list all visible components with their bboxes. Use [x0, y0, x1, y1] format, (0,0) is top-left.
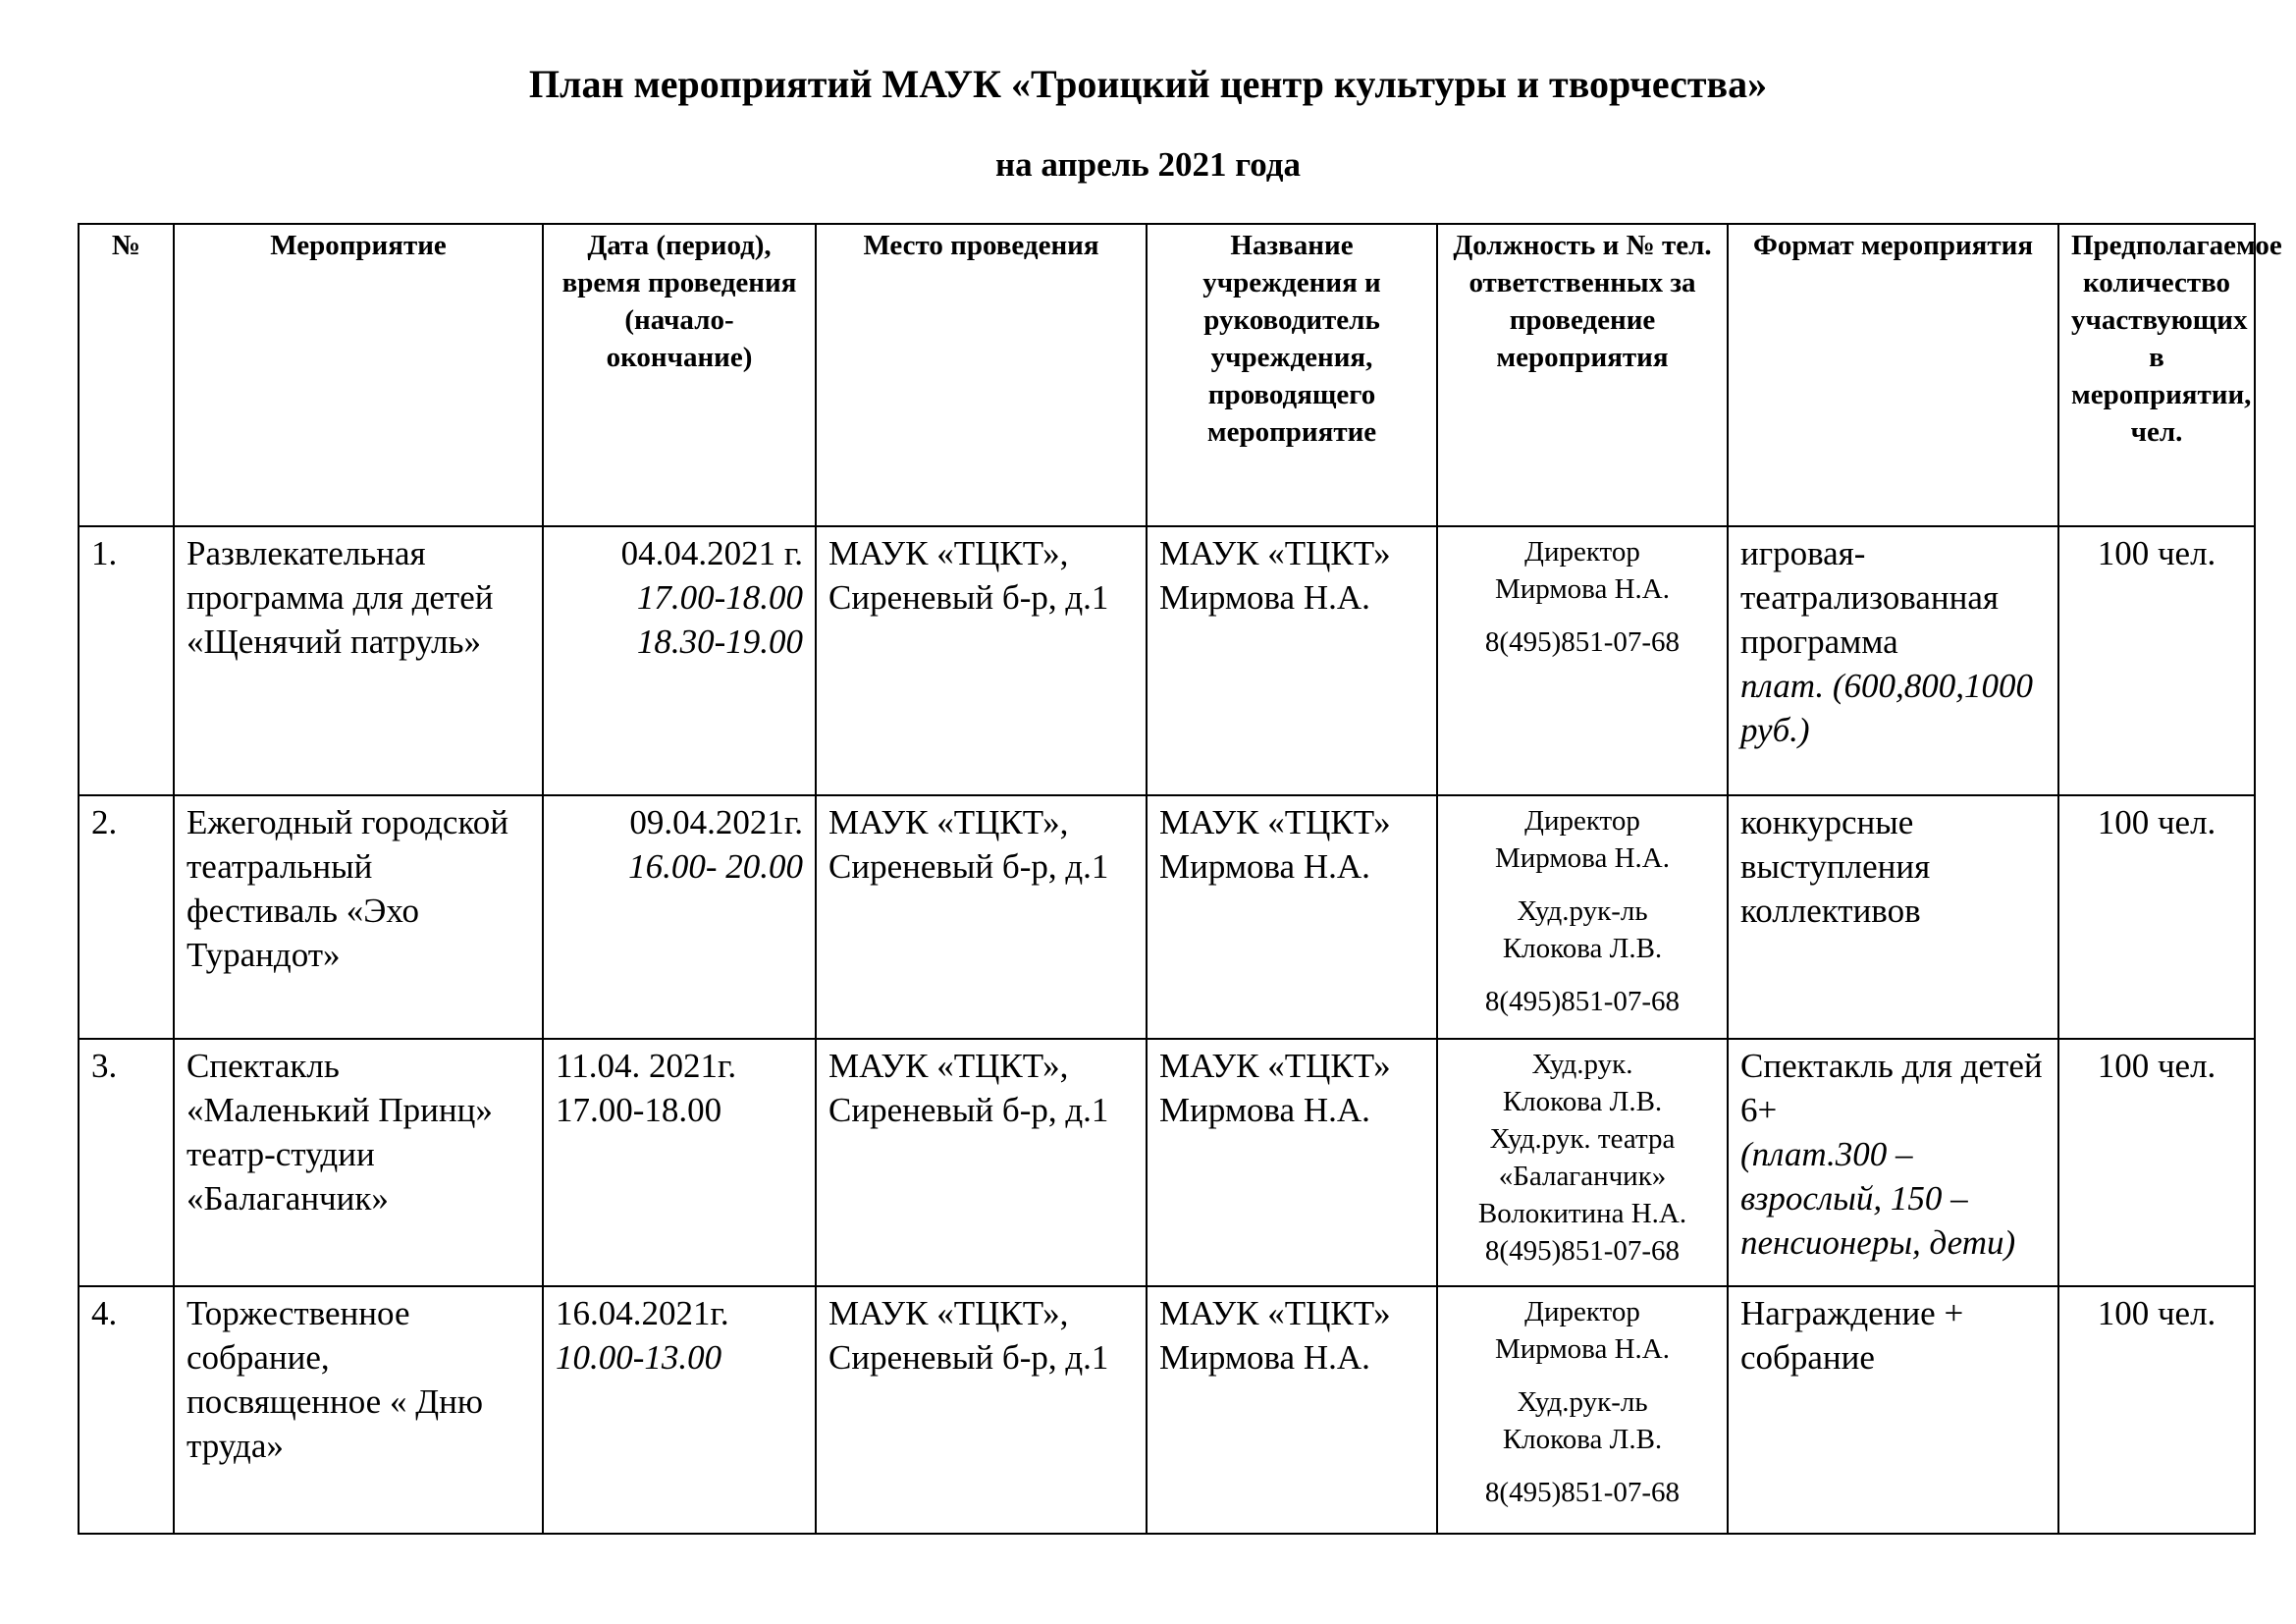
cell-place: МАУК «ТЦКТ», Сиреневый б-р, д.1	[816, 526, 1147, 795]
resp-line: 8(495)851-07-68	[1484, 626, 1681, 658]
org-name: МАУК «ТЦКТ»	[1159, 1047, 1391, 1085]
org-head: Мирмова Н.А.	[1159, 578, 1370, 617]
org-head: Мирмова Н.А.	[1159, 1091, 1370, 1129]
header-event: Мероприятие	[174, 224, 543, 526]
cell-date	[543, 795, 816, 1039]
cell-date	[543, 526, 816, 795]
cell-count: 100 чел.	[2058, 1039, 2255, 1286]
format-text: Спектакль для детей 6+	[1740, 1047, 2043, 1129]
header-num: №	[79, 224, 174, 526]
org-head: Мирмова Н.А.	[1159, 847, 1370, 886]
format-text: игровая-театрализованная программа	[1740, 534, 1999, 661]
resp-line: Клокова Л.В.	[1502, 1086, 1663, 1117]
header-date: Дата (период), время проведения (начало-окончание)	[543, 224, 816, 526]
cell-count: 100 чел.	[2058, 795, 2255, 1039]
resp-line: Мирмова Н.А.	[1494, 1333, 1671, 1365]
cell-num: 3.	[79, 1039, 174, 1286]
resp-line: Худ.рук. театра	[1489, 1123, 1676, 1155]
cell-num: 1.	[79, 526, 174, 795]
table-row	[79, 795, 2255, 1039]
resp-line: Худ.рук-ль	[1517, 895, 1648, 927]
org-name: МАУК «ТЦКТ»	[1159, 534, 1391, 572]
cell-org	[1147, 1039, 1437, 1286]
time-text: 18.30-19.00	[636, 623, 803, 661]
cell-date	[543, 1039, 816, 1286]
header-count: Предполагаемое количество участвующих в мероприятии, чел.	[2058, 224, 2255, 526]
page-subtitle: на апрель 2021 года	[995, 145, 1301, 184]
cell-event: Ежегодный городской театральный фестиваль «Эхо Турандот»	[174, 795, 543, 1039]
cell-org	[1147, 1286, 1437, 1534]
resp-line: Волокитина Н.А.	[1477, 1198, 1687, 1229]
resp-line: Директор	[1524, 1296, 1640, 1327]
resp-line: Директор	[1524, 805, 1640, 837]
cell-resp	[1437, 1039, 1728, 1286]
header-org: Название учреждения и руководитель учреждения, проводящего мероприятие	[1147, 224, 1437, 526]
resp-line: «Балаганчик»	[1498, 1161, 1667, 1192]
resp-line: Директор	[1524, 536, 1640, 568]
date-text: 16.04.2021г.	[556, 1294, 729, 1332]
org-name: МАУК «ТЦКТ»	[1159, 803, 1391, 841]
resp-line: Мирмова Н.А.	[1494, 573, 1671, 605]
resp-line: 8(495)851-07-68	[1484, 1235, 1681, 1267]
table-row	[79, 1039, 2255, 1286]
cell-format	[1728, 526, 2058, 795]
time-text: 10.00-13.00	[556, 1338, 722, 1377]
cell-format: Награждение + собрание	[1728, 1286, 2058, 1534]
header-format: Формат мероприятия	[1728, 224, 2058, 526]
cell-date	[543, 1286, 816, 1534]
time-text: 17.00-18.00	[636, 578, 803, 617]
date-text: 11.04. 2021г.	[556, 1047, 737, 1085]
resp-line: Мирмова Н.А.	[1494, 842, 1671, 874]
cell-count: 100 чел.	[2058, 1286, 2255, 1534]
resp-line: Худ.рук-ль	[1517, 1386, 1648, 1418]
cell-place: МАУК «ТЦКТ», Сиреневый б-р, д.1	[816, 795, 1147, 1039]
format-note: плат. (600,800,1000 руб.)	[1740, 667, 2034, 749]
time-text: 17.00-18.00	[556, 1091, 722, 1129]
date-text: 04.04.2021 г.	[620, 534, 803, 572]
cell-resp	[1437, 526, 1728, 795]
cell-resp	[1437, 795, 1728, 1039]
page-title: План мероприятий МАУК «Троицкий центр культуры и творчества»	[528, 62, 1768, 106]
cell-place: МАУК «ТЦКТ», Сиреневый б-р, д.1	[816, 1286, 1147, 1534]
cell-event: Торжественное собрание, посвященное « Дню труда»	[174, 1286, 543, 1534]
events-table	[78, 223, 2282, 1535]
cell-resp	[1437, 1286, 1728, 1534]
resp-line: Худ.рук.	[1531, 1049, 1633, 1080]
resp-line: Клокова Л.В.	[1502, 1424, 1663, 1455]
cell-event: Развлекательная программа для детей «Щенячий патруль»	[174, 526, 543, 795]
cell-org	[1147, 795, 1437, 1039]
org-head: Мирмова Н.А.	[1159, 1338, 1370, 1377]
table-row	[79, 526, 2255, 795]
cell-format: конкурсные выступления коллективов	[1728, 795, 2058, 1039]
cell-num: 4.	[79, 1286, 174, 1534]
format-note: (плат.300 – взрослый, 150 – пенсионеры, дети)	[1740, 1135, 2016, 1262]
cell-event: Спектакль «Маленький Принц» театр-студии «Балаганчик»	[174, 1039, 543, 1286]
cell-format	[1728, 1039, 2058, 1286]
resp-line: 8(495)851-07-68	[1484, 986, 1681, 1017]
table-header-row	[79, 224, 2255, 526]
cell-count: 100 чел.	[2058, 526, 2255, 795]
cell-place: МАУК «ТЦКТ», Сиреневый б-р, д.1	[816, 1039, 1147, 1286]
date-text: 09.04.2021г.	[629, 803, 803, 841]
header-place: Место проведения	[816, 224, 1147, 526]
cell-num: 2.	[79, 795, 174, 1039]
org-name: МАУК «ТЦКТ»	[1159, 1294, 1391, 1332]
cell-org	[1147, 526, 1437, 795]
resp-line: 8(495)851-07-68	[1484, 1477, 1681, 1508]
table-row	[79, 1286, 2255, 1534]
header-resp: Должность и № тел. ответственных за проведение мероприятия	[1437, 224, 1728, 526]
resp-line: Клокова Л.В.	[1502, 933, 1663, 964]
time-text: 16.00- 20.00	[628, 847, 803, 886]
